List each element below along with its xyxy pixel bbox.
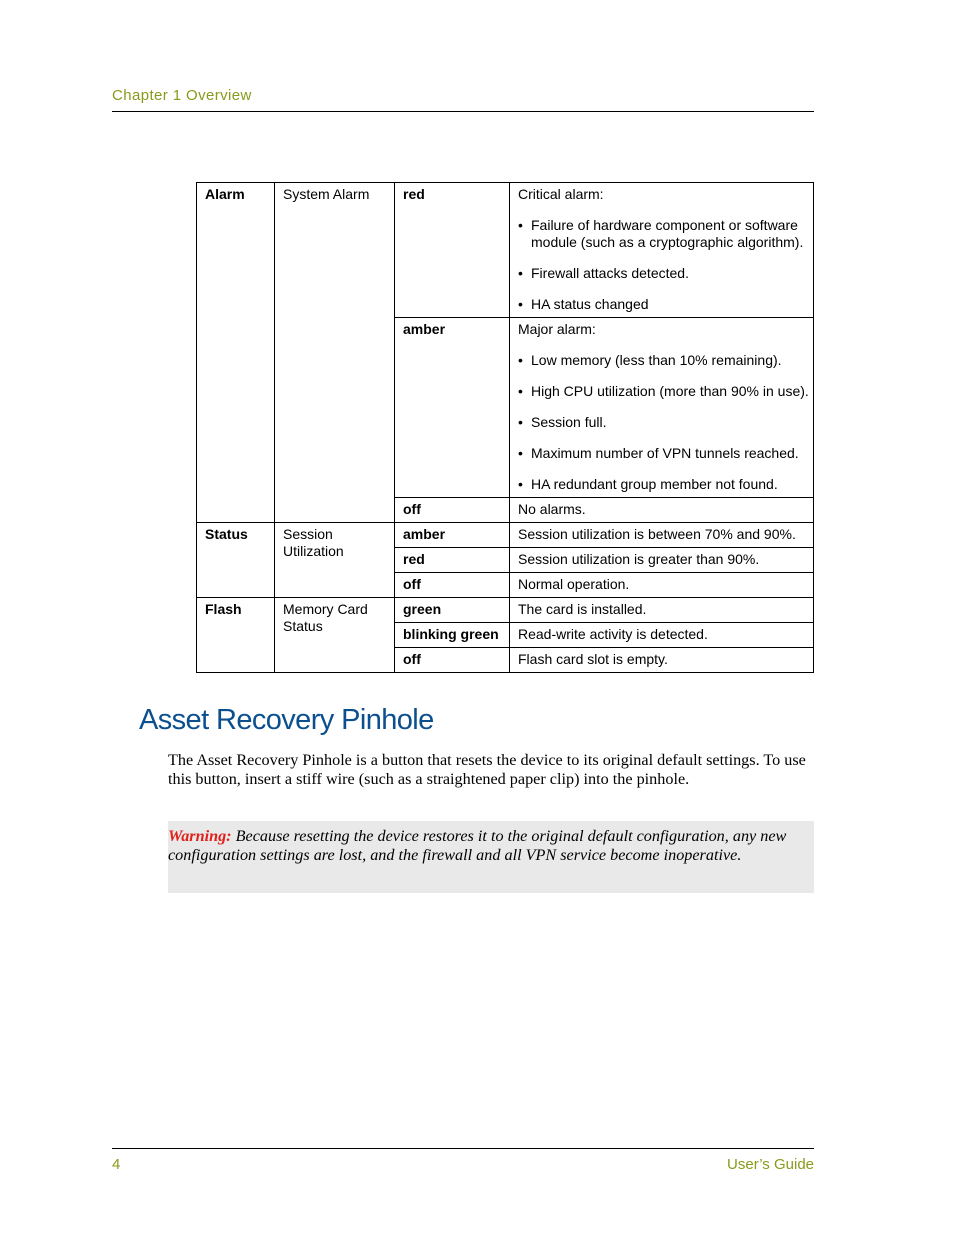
led-description xyxy=(510,318,814,498)
led-meaning: System Alarm xyxy=(275,183,395,523)
list-item: • Session full. xyxy=(518,414,809,431)
warning-text: Because resetting the device restores it to the original default configuration, any new configuration settings are lost, and the firewall and all VPN service become inoperative. xyxy=(168,827,787,864)
table-row xyxy=(197,183,814,318)
led-color: amber xyxy=(395,523,510,548)
led-description: Session utilization is between 70% and 90%. xyxy=(510,523,814,548)
led-color: off xyxy=(395,648,510,673)
led-color: blinking green xyxy=(395,623,510,648)
table-row xyxy=(197,523,814,548)
list-item: • HA redundant group member not found. xyxy=(518,476,809,493)
section-heading: Asset Recovery Pinhole xyxy=(139,704,434,736)
led-color: red xyxy=(395,183,510,318)
led-name: Status xyxy=(197,523,275,598)
description-lead: Major alarm: xyxy=(518,321,596,337)
table-row xyxy=(197,598,814,623)
led-color: red xyxy=(395,548,510,573)
led-color: amber xyxy=(395,318,510,498)
led-description: Read-write activity is detected. xyxy=(510,623,814,648)
led-description: Normal operation. xyxy=(510,573,814,598)
led-color: green xyxy=(395,598,510,623)
led-name: Flash xyxy=(197,598,275,673)
description-lead: Critical alarm: xyxy=(518,186,604,202)
bullet-list xyxy=(518,217,809,313)
led-color: off xyxy=(395,498,510,523)
footer-rule xyxy=(112,1148,814,1149)
led-description: No alarms. xyxy=(510,498,814,523)
led-description: Session utilization is greater than 90%. xyxy=(510,548,814,573)
led-name: Alarm xyxy=(197,183,275,523)
led-meaning: Memory Card Status xyxy=(275,598,395,673)
list-item: • HA status changed xyxy=(518,296,809,313)
warning-note xyxy=(168,821,814,893)
list-item: • Low memory (less than 10% remaining). xyxy=(518,352,809,369)
page-number: 4 xyxy=(112,1156,121,1173)
led-status-table xyxy=(196,182,814,673)
running-head: Chapter 1 Overview xyxy=(112,87,252,104)
list-item: • Firewall attacks detected. xyxy=(518,265,809,282)
header-rule xyxy=(112,111,814,112)
led-description: The card is installed. xyxy=(510,598,814,623)
warning-label: Warning: xyxy=(168,827,232,845)
bullet-list xyxy=(518,352,809,493)
list-item: • High CPU utilization (more than 90% in use). xyxy=(518,383,809,400)
guide-title: User’s Guide xyxy=(727,1156,814,1173)
led-color: off xyxy=(395,573,510,598)
led-description xyxy=(510,183,814,318)
list-item: • Failure of hardware component or software module (such as a cryptographic algorithm). xyxy=(518,217,809,251)
led-description: Flash card slot is empty. xyxy=(510,648,814,673)
led-meaning: Session Utilization xyxy=(275,523,395,598)
list-item: • Maximum number of VPN tunnels reached. xyxy=(518,445,809,462)
body-paragraph: The Asset Recovery Pinhole is a button that resets the device to its original default settings. To use this button, insert a stiff wire (such as a straightened paper clip) into the pinhole. xyxy=(168,751,806,788)
